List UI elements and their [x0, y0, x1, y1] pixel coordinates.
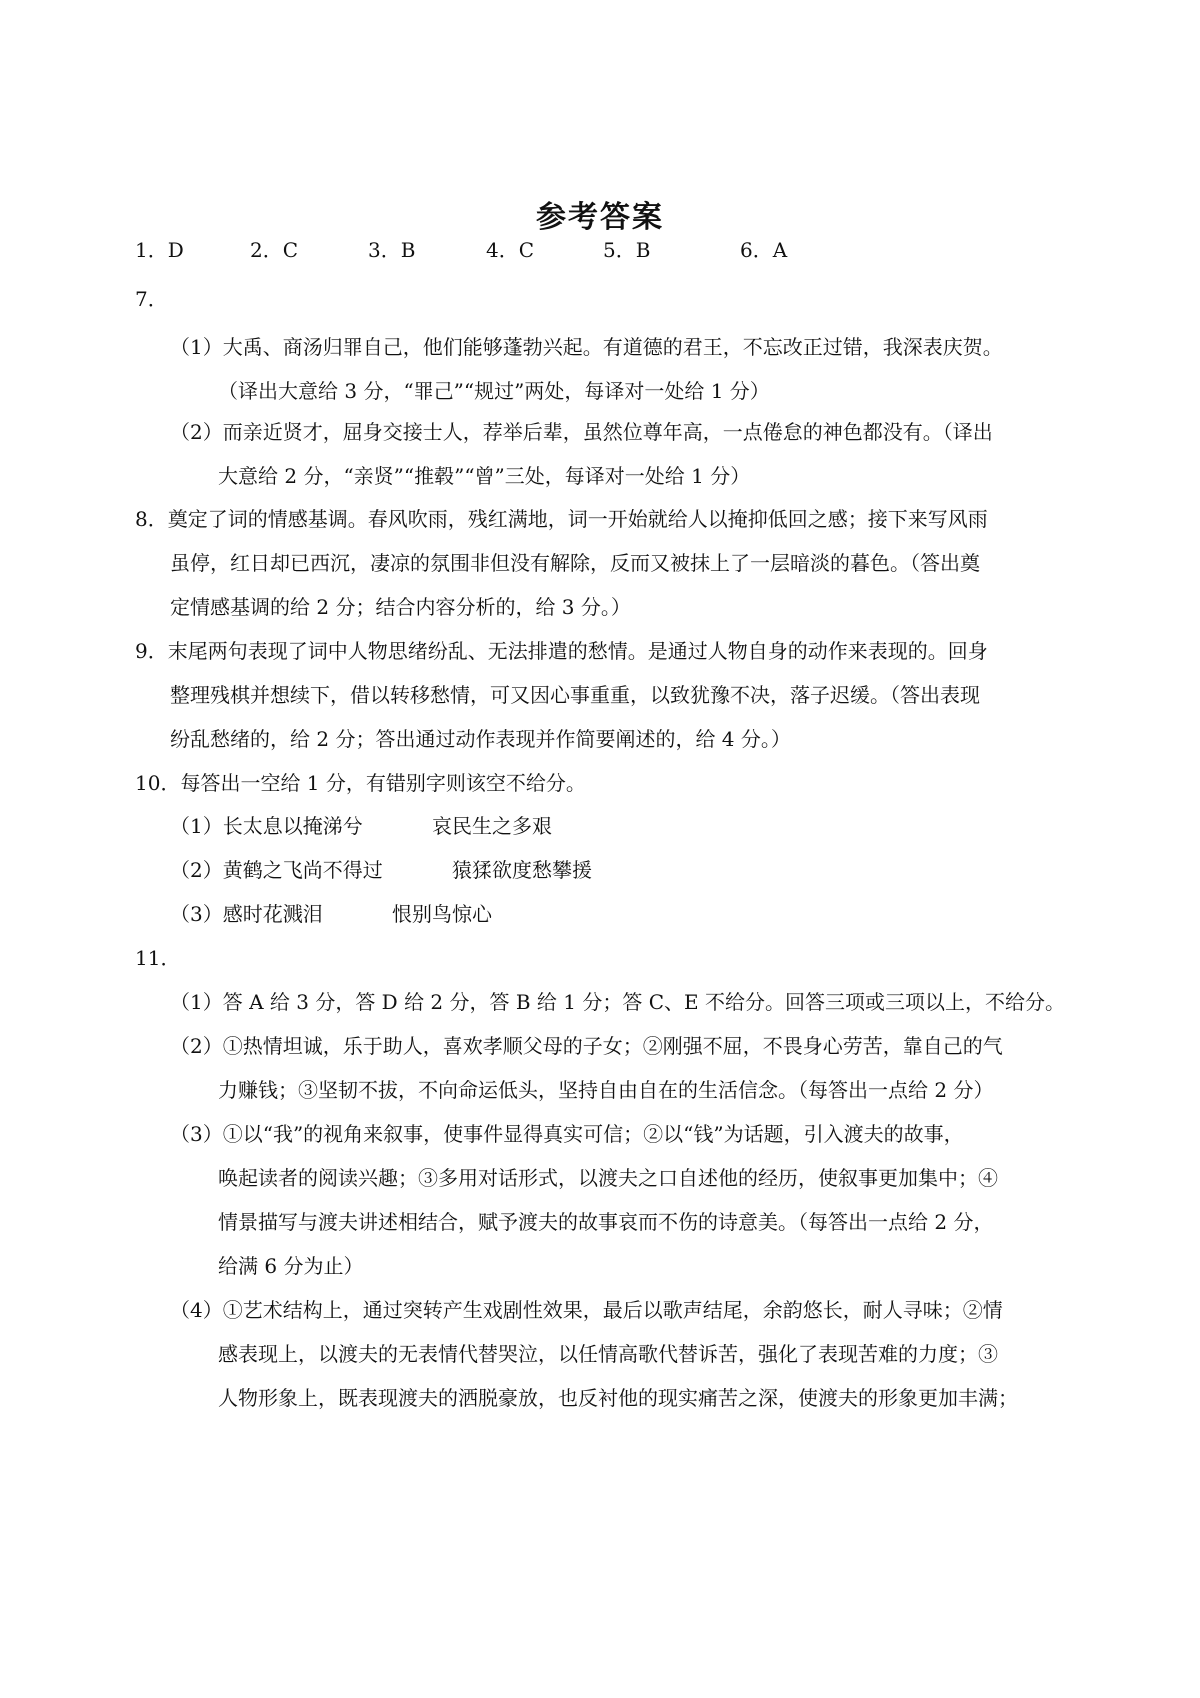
mc-answer-4: 4．C — [486, 238, 535, 262]
q11-part3-line1: （3）①以“我”的视角来叙事，使事件显得真实可信；②以“钱”为话题，引入渡夫的故事， — [170, 1122, 964, 1146]
q11-number: 11． — [135, 946, 181, 970]
mc-answer-3: 3．B — [368, 238, 416, 262]
q11-part2-line1: （2）①热情坦诚，乐于助人，喜欢孝顺父母的子女；②刚强不屈，不畏身心劳苦，靠自己的气 — [170, 1034, 1003, 1058]
page-title: 参考答案 — [536, 200, 664, 235]
q8-line2: 虽停，红日却已西沉，凄凉的氛围非但没有解除，反而又被抹上了一层暗淡的暮色。（答出奠 — [170, 551, 980, 575]
q10-item1-a: （1）长太息以掩涕兮 — [170, 814, 363, 838]
mc-answer-2: 2．C — [250, 238, 299, 262]
q10-item3-b: 恨别鸟惊心 — [392, 902, 492, 926]
q7-part2-line1: （2）而亲近贤才，屈身交接士人，荐举后辈，虽然位尊年高，一点倦怠的神色都没有。（译出 — [170, 420, 993, 444]
q9-line1: 9．末尾两句表现了词中人物思绪纷乱、无法排遣的愁情。是通过人物自身的动作来表现的。回身 — [135, 639, 988, 663]
q11-part4-line3: 人物形象上，既表现渡夫的洒脱豪放，也反衬他的现实痛苦之深，使渡夫的形象更加丰满； — [218, 1386, 1018, 1410]
q7-part2-line2: 大意给 2 分，“亲贤”“推毂”“曾”三处，每译对一处给 1 分） — [218, 464, 751, 488]
q11-part4-line1: （4）①艺术结构上，通过突转产生戏剧性效果，最后以歌声结尾，余韵悠长，耐人寻味；②情 — [170, 1298, 1003, 1322]
q11-part1: （1）答 A 给 3 分，答 D 给 2 分，答 B 给 1 分；答 C、E 不给分。回答三项或三项以上，不给分。 — [170, 990, 1065, 1014]
q11-part2-line2: 力赚钱；③坚韧不拔，不向命运低头，坚持自由自在的生活信念。（每答出一点给 2 分） — [218, 1078, 994, 1102]
q7-part1-line1: （1）大禹、商汤归罪自己，他们能够蓬勃兴起。有道德的君王，不忘改正过错，我深表庆贺。 — [170, 335, 1003, 359]
q11-part4-line2: 感表现上，以渡夫的无表情代替哭泣，以任情高歌代替诉苦，强化了表现苦难的力度；③ — [218, 1342, 998, 1366]
mc-answer-5: 5．B — [603, 238, 651, 262]
q9-line2: 整理残棋并想续下，借以转移愁情，可又因心事重重，以致犹豫不决，落子迟缓。（答出表现 — [170, 683, 980, 707]
q11-part3-line4: 给满 6 分为止） — [218, 1254, 364, 1278]
q8-line3: 定情感基调的给 2 分；结合内容分析的，给 3 分。） — [170, 595, 631, 619]
q11-part3-line3: 情景描写与渡夫讲述相结合，赋予渡夫的故事哀而不伤的诗意美。（每答出一点给 2 分， — [218, 1210, 994, 1234]
q10-item2-a: （2）黄鹤之飞尚不得过 — [170, 858, 383, 882]
q9-line3: 纷乱愁绪的，给 2 分；答出通过动作表现并作简要阐述的，给 4 分。） — [170, 727, 791, 751]
mc-answer-1: 1．D — [135, 238, 184, 262]
q10-line1: 10．每答出一空给 1 分，有错别字则该空不给分。 — [135, 771, 586, 795]
q10-item2-b: 猿猱欲度愁攀援 — [452, 858, 592, 882]
mc-answer-6: 6．A — [740, 238, 788, 262]
q7-number: 7． — [135, 287, 168, 311]
q10-item1-b: 哀民生之多艰 — [432, 814, 552, 838]
q11-part3-line2: 唤起读者的阅读兴趣；③多用对话形式，以渡夫之口自述他的经历，使叙事更加集中；④ — [218, 1166, 998, 1190]
q7-part1-line2: （译出大意给 3 分，“罪己”“规过”两处，每译对一处给 1 分） — [218, 379, 770, 403]
q8-line1: 8．奠定了词的情感基调。春风吹雨，残红满地，词一开始就给人以掩抑低回之感；接下来写风雨 — [135, 507, 988, 531]
q10-item3-a: （3）感时花溅泪 — [170, 902, 323, 926]
